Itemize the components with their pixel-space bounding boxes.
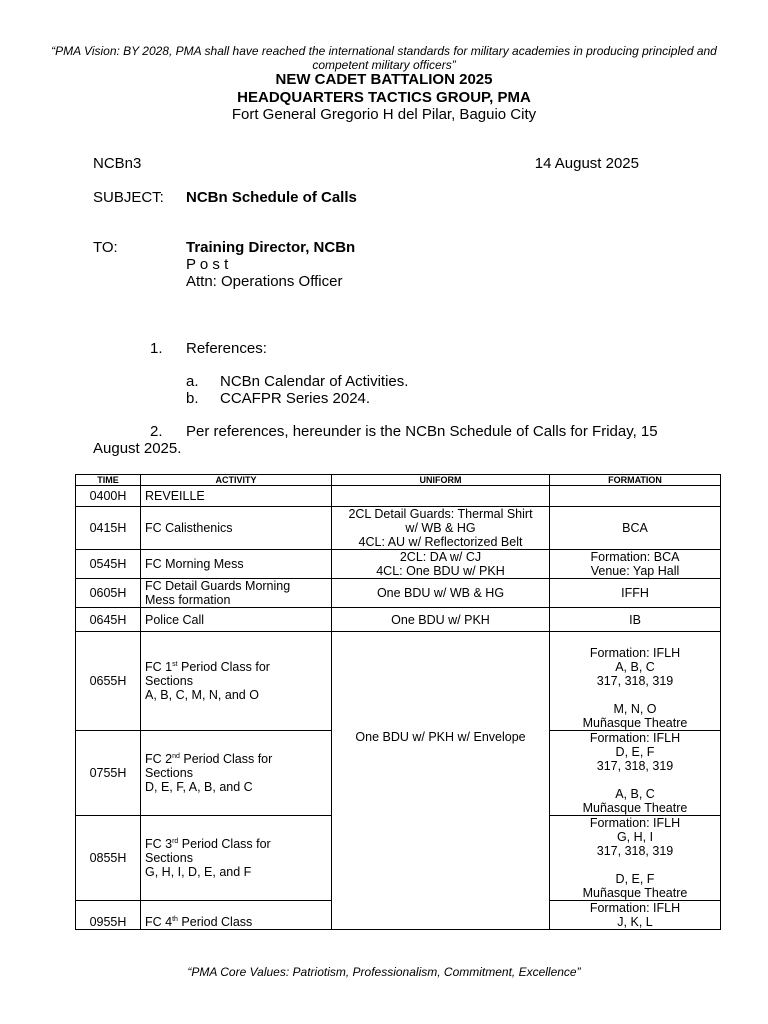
- activity-cell: FC Morning Mess: [141, 550, 332, 579]
- activity-text: FC 4: [145, 915, 173, 929]
- ordinal-suffix: rd: [172, 837, 179, 845]
- formation-line: [554, 773, 716, 787]
- table-header-row: [76, 475, 721, 486]
- formation-line: 317, 318, 319: [596, 674, 674, 688]
- uniform-cell: [332, 550, 550, 579]
- time-cell: 0605H: [76, 579, 141, 608]
- formation-line: Muñasque Theatre: [582, 801, 688, 815]
- activity-line: G, H, I, D, E, and F: [145, 865, 252, 879]
- attn-line: Attn: Operations Officer: [186, 273, 343, 290]
- uniform-line: 4CL: AU w/ Reflectorized Belt: [358, 535, 523, 549]
- subject-text: NCBn Schedule of Calls: [186, 189, 357, 206]
- time-cell: 0415H: [76, 507, 141, 550]
- table-row: [76, 579, 721, 608]
- formation-line: Formation: BCA: [590, 550, 680, 564]
- formation-line: 317, 318, 319: [596, 844, 674, 858]
- formation-line: 317, 318, 319: [596, 759, 674, 773]
- ref-a-text: NCBn Calendar of Activities.: [220, 373, 409, 390]
- time-cell: 0855H: [76, 816, 141, 901]
- activity-cell: FC Calisthenics: [141, 507, 332, 550]
- uniform-line: 2CL Detail Guards: Thermal Shirt: [348, 507, 533, 521]
- formation-line: G, H, I: [616, 830, 654, 844]
- table-row: [76, 632, 721, 731]
- uniform-line: w/ WB & HG: [405, 521, 476, 535]
- activity-cell: [141, 579, 332, 608]
- memo-date: 14 August 2025: [534, 155, 639, 172]
- to-label: TO:: [93, 239, 118, 256]
- ref-b-letter: b.: [186, 390, 199, 407]
- ordinal-suffix: st: [172, 660, 178, 668]
- activity-line: Sections: [145, 851, 193, 865]
- activity-cell: [141, 632, 332, 731]
- time-cell: 0955H: [76, 901, 141, 930]
- activity-text: FC 1: [145, 660, 173, 674]
- ordinal-suffix: th: [172, 915, 178, 923]
- header-formation: FORMATION: [550, 475, 721, 486]
- post-line: P o s t: [186, 256, 229, 273]
- formation-line: Formation: IFLH: [589, 646, 681, 660]
- activity-line: A, B, C, M, N, and O: [145, 688, 259, 702]
- formation-cell: IB: [550, 608, 721, 632]
- activity-cell: [141, 901, 332, 930]
- formation-line: A, B, C: [615, 660, 655, 674]
- ref-a-letter: a.: [186, 373, 199, 390]
- paragraph-2-line-2: August 2025.: [93, 440, 182, 457]
- uniform-cell: One BDU w/ WB & HG: [332, 579, 550, 608]
- table-row: [76, 486, 721, 507]
- activity-text: FC 3: [145, 837, 173, 851]
- vision-statement: “PMA Vision: BY 2028, PMA shall have reached the international standards for military academies in producing principled and competent military officers”: [51, 44, 717, 72]
- activity-line: [145, 915, 327, 929]
- activity-cell: [141, 731, 332, 816]
- formation-cell: IFFH: [550, 579, 721, 608]
- unit-title: NEW CADET BATTALION 2025: [275, 71, 493, 88]
- paragraph-1-number: 1.: [150, 340, 163, 357]
- header-uniform: UNIFORM: [332, 475, 550, 486]
- formation-line: Formation: IFLH: [589, 901, 681, 915]
- activity-text: FC 2: [145, 752, 173, 766]
- formation-line: Muñasque Theatre: [582, 886, 688, 900]
- formation-cell: [550, 901, 721, 930]
- paragraph-2-number: 2.: [150, 423, 163, 440]
- formation-line: Formation: IFLH: [589, 816, 681, 830]
- activity-text: Period Class for: [177, 660, 270, 674]
- subject-label: SUBJECT:: [93, 189, 164, 206]
- formation-line: Venue: Yap Hall: [590, 564, 680, 578]
- table-row: [76, 550, 721, 579]
- activity-text: Period Class for: [179, 752, 273, 766]
- time-cell: 0655H: [76, 632, 141, 731]
- location-line: Fort General Gregorio H del Pilar, Baguio City: [231, 106, 537, 123]
- ref-b-text: CCAFPR Series 2024.: [220, 390, 371, 407]
- formation-cell: [550, 731, 721, 816]
- activity-text: Period Class for: [178, 837, 271, 851]
- formation-line: Muñasque Theatre: [582, 716, 688, 730]
- time-cell: 0545H: [76, 550, 141, 579]
- reference-code: NCBn3: [93, 155, 142, 172]
- formation-cell: [550, 632, 721, 731]
- uniform-cell: One BDU w/ PKH: [332, 608, 550, 632]
- activity-line: [145, 660, 327, 674]
- to-recipient: Training Director, NCBn: [186, 239, 356, 256]
- paragraph-1-text: References:: [186, 340, 267, 357]
- formation-line: D, E, F: [615, 745, 655, 759]
- formation-line: Formation: IFLH: [589, 731, 681, 745]
- activity-line: Sections: [145, 766, 193, 780]
- formation-cell: [550, 550, 721, 579]
- formation-cell: BCA: [550, 507, 721, 550]
- activity-line: D, E, F, A, B, and C: [145, 780, 253, 794]
- activity-line: FC Detail Guards Morning: [145, 579, 291, 593]
- paragraph-2-line-1: Per references, hereunder is the NCBn Schedule of Calls for Friday, 15: [186, 423, 658, 440]
- core-values-footer: “PMA Core Values: Patriotism, Professionalism, Commitment, Excellence”: [187, 965, 581, 979]
- activity-text: Period Class: [177, 915, 253, 929]
- time-cell: 0645H: [76, 608, 141, 632]
- formation-line: M, N, O: [613, 702, 657, 716]
- time-cell: 0400H: [76, 486, 141, 507]
- header-activity: ACTIVITY: [141, 475, 332, 486]
- header-time: TIME: [76, 475, 141, 486]
- uniform-cell: [332, 486, 550, 507]
- uniform-cell-merged: One BDU w/ PKH w/ Envelope: [332, 632, 550, 930]
- ordinal-suffix: nd: [172, 752, 180, 760]
- uniform-line: 2CL: DA w/ CJ: [399, 550, 482, 564]
- formation-line: [554, 688, 716, 702]
- activity-cell: REVEILLE: [141, 486, 332, 507]
- activity-line: [145, 837, 327, 851]
- table-row: [76, 608, 721, 632]
- time-cell: 0755H: [76, 731, 141, 816]
- activity-line: [145, 752, 327, 766]
- uniform-cell: [332, 507, 550, 550]
- activity-line: Sections: [145, 674, 193, 688]
- activity-line: Mess formation: [145, 593, 231, 607]
- uniform-line: 4CL: One BDU w/ PKH: [376, 564, 505, 578]
- formation-cell: [550, 816, 721, 901]
- formation-line: J, K, L: [617, 915, 653, 929]
- formation-cell: [550, 486, 721, 507]
- formation-line: D, E, F: [615, 872, 655, 886]
- activity-cell: [141, 816, 332, 901]
- formation-line: [554, 858, 716, 872]
- schedule-table: [75, 474, 721, 930]
- activity-cell: Police Call: [141, 608, 332, 632]
- formation-line: A, B, C: [615, 787, 655, 801]
- group-title: HEADQUARTERS TACTICS GROUP, PMA: [237, 89, 531, 106]
- table-row: [76, 507, 721, 550]
